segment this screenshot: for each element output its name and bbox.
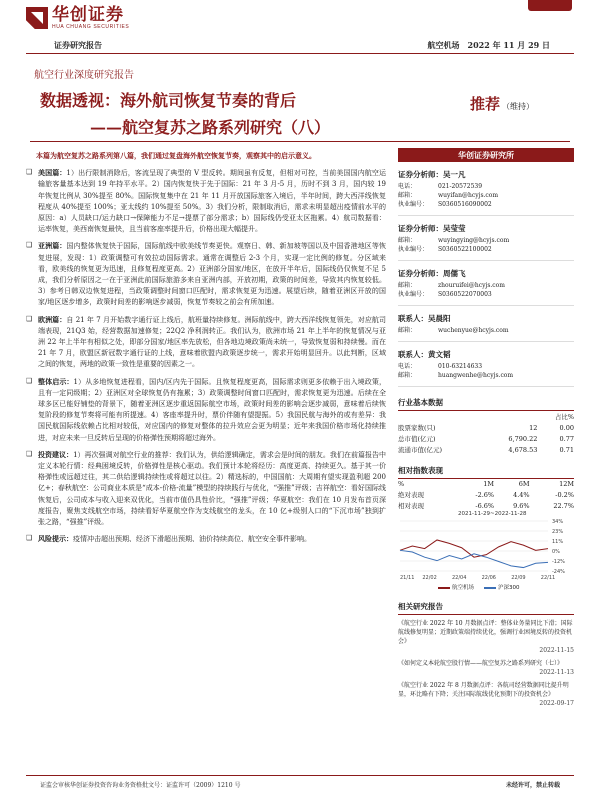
table-cell: 0.71 [559, 445, 574, 454]
analyst-role: 联系人： [398, 314, 428, 323]
table-cell: 总市值(亿元) [398, 435, 436, 443]
intro-paragraph: 本篇为航空复苏之路系列第八篇，我们通过复盘海外航空恢复节奏，观察其中的启示意义。 [36, 151, 316, 160]
perf-title: 相对指数表现 [398, 466, 443, 475]
analyst-separator [398, 260, 574, 261]
bullet-item [26, 449, 386, 528]
table-header-row [398, 411, 574, 422]
legend-item [438, 583, 474, 591]
analyst-card [398, 269, 574, 306]
table-cell: 4.4% [513, 490, 530, 499]
research-team-bar: 华创证券研究所 [398, 148, 574, 162]
related-rule [398, 614, 574, 615]
bullet-text: 自 21 年 7 月开始数字通行证上线后，航班量持续修复。洲际航线中，跨大西洋线恢复领先，对应航司端表现，21Q3 始，经营数据加速修复；22Q2 净利润转正。我们认为，欧洲市场 21 年上半年的恢复情况与亚洲 22 年上半年有相似之处，即部分国家/地区率先放松，但各地边境政策尚未统一，导致恢复弱和持续慢。而在 21 年 7 月，欧盟区新冠数字通行证的上线，意味着欧盟内政策逐步统一，需求开始明显回升。以此判断，区域之间的恢复，两地的政策一致性是重要的因素之一。 [38, 315, 387, 369]
industry-data-title: 行业基本数据 [398, 398, 443, 407]
analyst-name [398, 170, 574, 179]
analyst-list [398, 170, 574, 387]
analyst-role: 联系人： [398, 350, 428, 359]
x-tick-label: 22/04 [451, 575, 467, 581]
contact-value[interactable]: huangwenhe@hcyjs.com [438, 372, 514, 379]
logo-mark-icon [26, 7, 48, 29]
table-cell: 12 [529, 423, 538, 432]
perf-table [398, 479, 574, 511]
related-report-title[interactable]: 《航空行业 2022 年 10 月数据点评：整体业务量同比下滑；国际航线修复明显；近期政策端持续优化，强调行业困境反转的投资机会》 [398, 620, 573, 645]
related-list [398, 619, 574, 708]
analyst-contact-row [398, 200, 574, 209]
analyst-name [398, 269, 574, 278]
report-category: 航空行业深度研究报告 [34, 70, 134, 81]
table-header-cell [482, 411, 537, 422]
analyst-name [398, 350, 574, 359]
table-row [398, 422, 574, 433]
legend-item [484, 583, 520, 591]
contact-value: S0360522070003 [438, 291, 492, 298]
industry-data-table [398, 411, 574, 455]
logo-cn: 华创证券 [52, 5, 124, 25]
related-report-title[interactable]: 《如何定义本轮航空股行情——航空复苏之路系列研究（七）》 [398, 660, 564, 667]
table-cell: 9.6% [513, 501, 530, 510]
legend-swatch [484, 587, 496, 589]
rating-label: 推荐 [470, 95, 501, 113]
chart-legend [438, 583, 520, 591]
contact-value[interactable]: wuyifan@hcyjs.com [438, 192, 499, 199]
table-cell: 股票家数(只) [398, 424, 436, 432]
related-report[interactable] [398, 659, 574, 677]
analyst-separator [398, 215, 574, 216]
table-cell: -0.2% [555, 490, 574, 499]
table-row [398, 433, 574, 444]
contact-label: 邮箱： [398, 237, 417, 244]
contact-label: 邮箱： [398, 282, 417, 289]
header-divider [26, 53, 574, 54]
bullet-lead: 整体启示： [38, 376, 74, 386]
related-report-title[interactable]: 《航空行业 2022 年 8 月数据点评：各航司经营数据同比提升明显，环比略有下降；关注国际航线优化预期下的投资机会》 [398, 682, 569, 698]
bullet-lead: 欧洲篇： [38, 314, 67, 324]
report-header [54, 40, 550, 51]
table-cell: 相对表现 [398, 502, 424, 510]
main-body [26, 150, 386, 551]
perf-chart-svg [398, 513, 574, 583]
logo-en: HUA CHUANG SECURITIES [52, 24, 130, 30]
contact-value[interactable]: wuchenyue@hcyjs.com [438, 327, 509, 334]
related-title: 相关研究报告 [398, 602, 443, 611]
contact-label: 邮箱： [398, 327, 417, 334]
table-cell: 0.77 [559, 434, 574, 443]
top-tab-decoration [528, 0, 572, 11]
bullet-item [26, 376, 386, 444]
series-line [400, 550, 548, 567]
bullet-text: 疫情冲击超出预期、经济下滑超出预期、油价持续高位、航空安全事件影响。 [73, 535, 311, 544]
legend-label: 沪深300 [498, 585, 520, 591]
title-divider [30, 141, 570, 142]
sidebar [398, 148, 574, 708]
table-header-cell: 1M [483, 480, 495, 488]
analyst-role: 证券分析师： [398, 224, 443, 233]
table-row [398, 500, 574, 511]
analyst-separator [398, 341, 574, 342]
analyst-card [398, 224, 574, 261]
x-tick-label: 22/06 [481, 575, 497, 581]
table-row [398, 444, 574, 455]
series-line [400, 540, 548, 557]
contact-label: 执业编号： [398, 291, 429, 298]
x-tick-label: 22/11 [540, 575, 556, 581]
table-cell: -2.6% [475, 490, 495, 499]
rating-badge [470, 93, 534, 114]
legend-swatch [438, 587, 450, 589]
y-tick-label: 11% [552, 539, 564, 545]
related-report[interactable] [398, 619, 574, 655]
x-tick-label: 21/11 [400, 575, 415, 581]
analyst-role: 证券分析师： [398, 170, 443, 179]
sector-label: 航空机场 [427, 40, 460, 50]
contact-label: 邮箱： [398, 192, 417, 199]
chart-title: 2021-11-29~2022-11-28 [458, 511, 527, 517]
table-header-cell [398, 411, 482, 422]
analyst-card [398, 170, 574, 216]
analyst-card [398, 350, 574, 387]
table-row [398, 489, 574, 500]
bullet-item [26, 533, 386, 545]
table-cell: 6,790.22 [508, 434, 538, 443]
analyst-name-text: 吴晨阳 [428, 314, 451, 323]
footer-license: 证监会审核华创证券投资咨询业务资格批文号：证监许可（2009）1210 号 [40, 782, 241, 789]
table-cell: 4,678.53 [508, 445, 538, 454]
bullet-item [26, 167, 386, 235]
bullet-text: 1）再次强调对航空行业的推荐：我们认为，供给逻辑确定，需求会是时间的朋友。我们在前篇报告中定义本轮行情：经典困境反转，价格弹性是核心驱动。我们预计本轮将经历：高度更高、持续更久。基于其一价格弹性或远超过往，其二供给逻辑持续性或将超过以往。2）精选标的，中国国航：大周期有望实现盈利超 200 亿+；春秋航空：公司商业本质是“成本-价格-流量”模型的持续践行与优化，“强推”评级；吉祥航空：看好国际线恢复后，公司成本与收入迎来双优化，当前市值仍具性价比，“强推”评级；华夏航空：我们在 10 月发布首页深度报告，聚焦支线航空市场，持续看好华夏航空作为支线航空的龙头，在 10 亿+级别人口的“下沉市场”独到扩张之路，“强推”评级。 [38, 450, 387, 527]
analyst-contact-row [398, 326, 574, 335]
contact-value: 010-63214633 [438, 363, 483, 370]
analyst-card [398, 314, 574, 342]
table-cell: -6.6% [475, 501, 495, 510]
page-footer [40, 780, 560, 789]
bullet-text: 1）出行限制消除后，客流呈现了典型的 V 型反转。期间虽有反复，但相对可控，当前美国国内航空运输旅客量基本达到 19 年持平水平。2）国内恢复快于先于国际：21 年 3 月-5 月，历时不到 3 月，国内较 19 年恢复比例从 30%提至 80%。国际恢复集中在 21 年 11 月开放国际旅客入境后，半年时间，跨大西洋线恢复程度从 40%提至 100%；亚太线约 10%提至 50%。3）我们分析，限制取消后，需求未明显超出疫情前水平的原因：a）人员缺口/运力缺口→保障能力不足→提票了部分需求；b）国际线仍受亚太区拖累。4）航司数据看：运率恢复，美西南恢复最快，且当前客座率提升后，价格出现大幅提升。 [38, 169, 387, 234]
analyst-name [398, 224, 574, 233]
analyst-contact-row [398, 236, 574, 245]
bullet-list [26, 167, 386, 545]
related-report-date: 2022-09-17 [539, 700, 574, 707]
table-header-cell: 6M [518, 480, 530, 488]
footer-copyright: 未经许可，禁止转载 [505, 782, 560, 789]
analyst-contact-row [398, 191, 574, 200]
x-tick-label: 22/02 [422, 575, 437, 581]
analyst-contact-row [398, 362, 574, 371]
report-date: 2022 年 11 月 29 日 [467, 40, 550, 50]
y-tick-label: -12% [552, 559, 565, 565]
bullet-lead: 亚洲篇： [38, 241, 67, 251]
contact-value: S0360516090002 [438, 201, 492, 208]
table-cell: 0.00 [559, 423, 574, 432]
report-subtitle: ——航空复苏之路系列研究（八） [90, 118, 331, 137]
related-report[interactable] [398, 681, 574, 708]
analyst-role: 证券分析师： [398, 269, 443, 278]
analyst-name [398, 314, 574, 323]
contact-value: 021-20572539 [438, 183, 483, 190]
y-tick-label: 34% [552, 519, 564, 525]
y-tick-label: -24% [552, 569, 565, 575]
contact-value[interactable]: wuyingying@hcyjs.com [438, 237, 510, 244]
table-cell: 22.7% [553, 501, 574, 510]
contact-label: 电话： [398, 363, 417, 370]
y-tick-label: 0% [552, 549, 560, 555]
y-tick-label: 23% [552, 529, 564, 535]
footer-divider [26, 775, 574, 776]
analyst-separator [398, 386, 574, 387]
legend-label: 航空机场 [452, 585, 475, 591]
analyst-name-text: 吴莹莹 [443, 224, 466, 233]
bullet-item [26, 240, 386, 308]
analyst-contact-row [398, 245, 574, 254]
table-header-cell: 占比% [554, 413, 574, 421]
perf-chart [398, 513, 574, 591]
analyst-name-text: 周儒飞 [443, 269, 466, 278]
analyst-contact-row [398, 182, 574, 191]
contact-label: 执业编号： [398, 201, 429, 208]
related-report-date: 2022-11-15 [539, 647, 574, 654]
report-title: 数据透视：海外航司恢复节奏的背后 [40, 91, 297, 110]
analyst-contact-row [398, 290, 574, 299]
table-cell: 流通市值(亿元) [398, 446, 443, 454]
bullet-lead: 投资建议： [38, 449, 74, 459]
bullet-lead: 美国篇： [38, 168, 67, 178]
company-logo [26, 6, 129, 30]
table-header-cell: 12M [559, 480, 574, 488]
contact-label: 电话： [398, 183, 417, 190]
contact-label: 执业编号： [398, 246, 429, 253]
report-type: 证券研究报告 [54, 40, 102, 50]
bullet-text: 1）从多地恢复进程看，国内/区内先于国际。且恢复程度更高，国际需求则更多依赖于出入境政策，且有一定同级期；2）亚洲区对全球恢复仍有拖累；3）政策调整时间窗口匹配时，需求恢复更为迅速。后续在全球多区已能好铺垫的背景下，随着亚洲区逐步重返国际航空市场，政策时间差的影响会逐步减弱，意味着后续恢复阶段的修复节奏将可能有所提速。4）客座率提升时，票价伴随有望提振。5）我国民航与海外的或有差异：我国民航国际线依赖占比相对较低，对应国内的修复对整体的拉升效应会更为明显；近年来我国价格市场化持续推进，对应未来一旦反转后呈现的价格弹性预期将超过海外。 [38, 377, 387, 442]
contact-label: 邮箱： [398, 372, 417, 379]
contact-value[interactable]: zhouruifei@hcyjs.com [438, 282, 505, 289]
table-cell: 绝对表现 [398, 491, 424, 499]
contact-value: S0360522100002 [438, 246, 492, 253]
analyst-separator [398, 305, 574, 306]
table-header-row [398, 479, 574, 489]
analyst-name-text: 黄文韬 [428, 350, 451, 359]
table-header-cell: % [398, 480, 405, 488]
analyst-contact-row [398, 371, 574, 380]
x-tick-label: 22/09 [511, 575, 526, 581]
bullet-item [26, 314, 386, 371]
bullet-lead: 风险提示： [38, 534, 73, 544]
rating-note: （维持） [502, 102, 535, 111]
bullet-text: 国内整体恢复快于国际，国际航线中欧美线节奏更快。观察日、韩、新加坡等国以及中国香港地区等恢复进展，发现：1）政策调整可有效拉动国际需求。通常在调整后 2-3 个月，实现一定比例的修复。分区域来看，欧美线的恢复更为迅速，且修复程度更高。2）亚洲部分国家/地区，在放开半年后，国际线仍仅恢复不足 5 成，我们分析原因之一在于亚洲此前国际旅游多来自亚洲内部，开放初期，政策的时间差，导致其内恢复较低。3）参考日韩双边恢复进程，当政策调整时间窗口匹配时，需求恢复更为迅速。展望后续，随着亚洲区开放的国家/地区逐步增多，政策时间差的影响逐步减弱，恢复节奏较之前会有所加速。 [38, 242, 387, 307]
analyst-name-text: 吴一凡 [443, 170, 466, 179]
related-report-date: 2022-11-13 [539, 669, 574, 676]
analyst-contact-row [398, 281, 574, 290]
